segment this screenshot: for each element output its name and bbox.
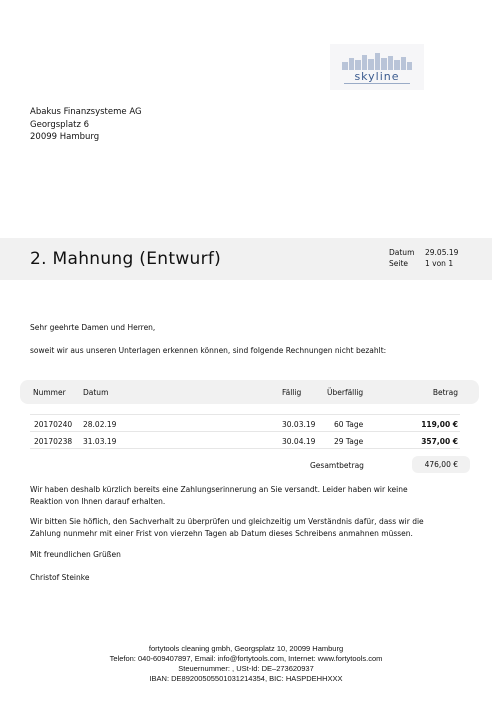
date-label: Datum (389, 248, 415, 257)
page-label: Seite (389, 259, 409, 268)
column-date: Datum (83, 388, 109, 397)
paragraph-2-line-1: Wir bitten Sie höflich, den Sachverhalt zu überprüfen und gleichzeitig um Verständnis dafür, dass wir die (30, 517, 424, 526)
table-row (30, 415, 460, 432)
footer-line-4: IBAN: DE89200505501031214354, BIC: HASPDEHHXXX (149, 674, 343, 683)
invoice-amount: 357,00 € (421, 437, 458, 446)
title-band (0, 238, 492, 280)
total-value: 476,00 € (424, 460, 458, 469)
intro-text: soweit wir aus unseren Unterlagen erkennen können, sind folgende Rechnungen nicht bezahlt: (30, 346, 387, 355)
paragraph-1-line-1: Wir haben deshalb kürzlich bereits eine Zahlungserinnerung an Sie versandt. Leider haben wir keine (30, 485, 408, 494)
paragraph-2-line-2: Zahlung nunmehr mit einer Frist von vierzehn Tagen ab Datum dieses Schreibens anmahnen müssen. (30, 528, 413, 538)
document-title: 2. Mahnung (Entwurf) (30, 249, 222, 269)
closing: Mit freundlichen Grüßen (30, 550, 121, 559)
meta-page-row (389, 258, 458, 269)
column-overdue: Überfällig (327, 388, 364, 397)
salutation: Sehr geehrte Damen und Herren, (30, 323, 156, 332)
date-value: 29.05.19 (425, 248, 459, 257)
logo-underline (344, 83, 410, 84)
meta-date-row (389, 247, 458, 258)
footer (0, 644, 492, 684)
column-due: Fällig (282, 388, 302, 397)
total-label: Gesamtbetrag (310, 461, 364, 470)
footer-line-2: Telefon: 040-609407897, Email: info@fortytools.com, Internet: www.fortytools.com (109, 654, 383, 663)
invoice-date: 31.03.19 (83, 437, 117, 446)
table-row (30, 432, 460, 449)
invoice-amount: 119,00 € (421, 420, 458, 429)
column-number: Nummer (33, 388, 66, 397)
paragraph-1-line-2: Reaktion von Ihnen darauf erhalten. (30, 496, 166, 506)
column-amount: Betrag (432, 388, 458, 397)
signature: Christof Steinke (30, 573, 90, 582)
recipient-city: 20099 Hamburg (30, 132, 100, 142)
footer-line-1: fortytools cleaning gmbh, Georgsplatz 10, 20099 Hamburg (148, 644, 344, 653)
invoice-overdue: 60 Tage (334, 420, 364, 429)
invoice-number: 20170240 (34, 420, 73, 429)
total-box (412, 456, 470, 473)
invoice-number: 20170238 (34, 437, 73, 446)
logo-wordmark: skyline (354, 70, 400, 83)
company-logo (330, 44, 424, 90)
invoice-date: 28.02.19 (83, 420, 117, 429)
skyline-logo-icon (338, 50, 416, 70)
page-value: 1 von 1 (425, 259, 454, 268)
recipient-street: Georgsplatz 6 (30, 119, 90, 130)
recipient-address (30, 106, 142, 144)
invoice-table-header (20, 380, 479, 404)
document-meta (389, 247, 458, 269)
recipient-company: Abakus Finanzsysteme AG (30, 107, 142, 117)
invoice-due: 30.04.19 (282, 437, 316, 446)
invoice-due: 30.03.19 (282, 420, 316, 429)
invoice-overdue: 29 Tage (334, 437, 364, 446)
footer-line-3: Steuernummer: , USt-Id: DE–273620937 (178, 664, 314, 673)
